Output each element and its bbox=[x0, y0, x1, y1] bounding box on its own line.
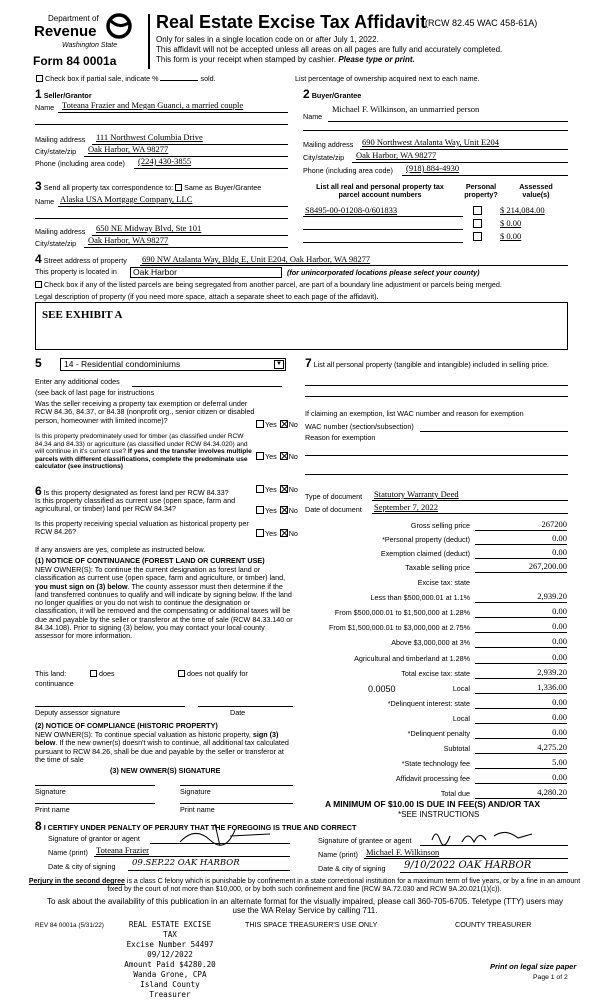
exemption-deduct-value[interactable]: 0.00 bbox=[475, 548, 567, 559]
seller-mail-label: Mailing address bbox=[35, 135, 86, 144]
deputy-signature-label: Deputy assessor signature bbox=[35, 708, 121, 717]
compliance-body-b: sign (3) below bbox=[35, 730, 279, 748]
timber-question bbox=[35, 433, 257, 471]
continuance-body-a: NEW OWNER(S): To continue the current designation as forest land or classification as current use (open space, farm and agriculture, or timber) land, bbox=[35, 565, 286, 583]
current-use-no-label: No bbox=[288, 506, 298, 515]
total-state-label: Total excise tax: state bbox=[401, 669, 470, 678]
section-7-number: 7 bbox=[305, 356, 312, 370]
partial-sale-row bbox=[36, 75, 216, 83]
section-4-number: 4 bbox=[35, 252, 42, 266]
section-8-number: 8 bbox=[35, 819, 42, 833]
wac-line bbox=[420, 431, 568, 432]
tier2-label: From $500,000.01 to $1,500,000 at 1.28% bbox=[334, 608, 470, 617]
stamp-line-6: Island County Treasurer bbox=[140, 980, 200, 999]
historic-no-label: No bbox=[288, 529, 298, 538]
reason-line-1 bbox=[305, 455, 568, 456]
parcel-line-1 bbox=[303, 216, 463, 217]
exemption-no-checkbox[interactable] bbox=[280, 420, 288, 428]
grantor-name-line bbox=[94, 856, 290, 857]
tier4-label: Above $3,000,000 at 3% bbox=[391, 638, 470, 647]
owner-print-line-1[interactable] bbox=[35, 803, 155, 804]
forest-yes-checkbox[interactable] bbox=[256, 485, 264, 493]
excise-state-label: Excise tax: state bbox=[417, 578, 470, 587]
header-line-2: This affidavit will not be accepted unless all areas on all pages are fully and accurately completed. bbox=[156, 45, 503, 54]
seller-phone-label: Phone (including area code) bbox=[35, 159, 125, 168]
revenue-wordmark: Revenue bbox=[34, 23, 97, 40]
continuance-word: continuance bbox=[35, 679, 74, 688]
rev-number: REV 84 0001a (5/31/22) bbox=[35, 922, 104, 929]
segregated-checkbox[interactable] bbox=[35, 281, 42, 288]
owner-print-label-2: Print name bbox=[180, 805, 215, 814]
gross-price-label: Gross selling price bbox=[410, 521, 470, 530]
corr-name-field[interactable]: Alaska USA Mortgage Company, LLC bbox=[60, 194, 193, 204]
section-6-number: 6 bbox=[35, 484, 42, 498]
buyer-city-line bbox=[352, 162, 568, 163]
section-1-number: 1 bbox=[35, 87, 42, 101]
exemption-yes-checkbox[interactable] bbox=[256, 420, 264, 428]
does-checkbox[interactable] bbox=[90, 670, 97, 677]
continuance-body-b: you must sign on (3) below bbox=[35, 581, 128, 591]
local-tax-value[interactable]: 1,336.00 bbox=[475, 683, 567, 694]
treasurer-only-label: THIS SPACE TREASURER'S USE ONLY bbox=[245, 920, 378, 929]
personal-property-label: List all personal property (tangible and intangible) included in selling price. bbox=[313, 360, 550, 369]
forest-yes-label: Yes bbox=[265, 485, 277, 494]
header-divider bbox=[148, 14, 150, 69]
alternate-format-note: To ask about the availability of this publication in an alternate format for the visually impaired, please call 360-705-6705. Teletype (TTY) users may use the WA Relay Service by calling 711. bbox=[46, 897, 564, 916]
partial-sale-blank[interactable] bbox=[160, 80, 198, 81]
tier1-value[interactable]: 2,939.20 bbox=[475, 592, 567, 603]
stamp-line-2: Excise Number 54497 bbox=[126, 940, 214, 949]
grantee-name-label: Name (print) bbox=[318, 850, 358, 859]
parcel-number-1[interactable]: S8495-00-01208-0/601833 bbox=[305, 205, 398, 215]
compliance-body-c: . If the new owner(s) doesn't wish to continue, all additional tax calculated pursuant to RCW 84.26, shall be due and payable by the seller or transferor at the time of sale bbox=[35, 738, 289, 764]
continuance-body-c: . The county assessor must then determine if the land transferred continues to qualify and will indicate by signing below. If the land no longer qualifies or you do not wish to continue the designation or classification, it will be removed and the compensating or additional taxes will be due and payable by the seller or transferor at the time of sale (RCW 84.33.140 or 84.34.108). Prior to signing (3) below, you may contact your local county assessor for more information. bbox=[35, 581, 293, 641]
subtotal-value[interactable]: 4,275.20 bbox=[475, 743, 567, 754]
current-use-yes-checkbox[interactable] bbox=[256, 506, 264, 514]
seller-phone-line bbox=[134, 168, 288, 169]
grantor-signature-mark[interactable] bbox=[175, 822, 275, 848]
gross-price-value[interactable]: 267200 bbox=[475, 520, 567, 531]
tier3-value[interactable]: 0.00 bbox=[475, 622, 567, 633]
additional-codes-label: Enter any additional codes bbox=[35, 377, 120, 386]
does-label: does bbox=[99, 669, 115, 678]
street-label: Street address of property bbox=[43, 256, 127, 265]
grantor-name-field[interactable]: Toteana Frazier bbox=[96, 845, 149, 855]
stamp-line-3: 09/12/2022 bbox=[147, 950, 193, 959]
subtotal-label: Subtotal bbox=[443, 744, 470, 753]
county-treasurer-label: COUNTY TREASURER bbox=[455, 920, 532, 929]
dept-of-label: Department of bbox=[48, 14, 99, 23]
timber-yes-label: Yes bbox=[265, 452, 277, 461]
seller-name-label: Name bbox=[35, 103, 55, 112]
assessed-value-2[interactable]: $ 0.00 bbox=[500, 218, 522, 228]
this-land-label: This land: bbox=[35, 669, 67, 678]
timber-yes-no bbox=[255, 452, 298, 461]
parcel-line-2 bbox=[303, 229, 463, 230]
current-use-yes-label: Yes bbox=[265, 506, 277, 515]
grantor-date-field[interactable]: 09.SEP.22 OAK HARBOR bbox=[132, 858, 240, 868]
buyer-extra-line bbox=[303, 130, 568, 131]
type-print-note: Please type or print. bbox=[338, 55, 415, 64]
corr-mail-field[interactable]: 650 NE Midway Blvd, Ste 101 bbox=[96, 223, 202, 233]
delinquent-local-label: Local bbox=[452, 714, 470, 723]
page-number: Page 1 of 2 bbox=[533, 974, 568, 981]
personal-deduct-value[interactable]: 0.00 bbox=[475, 534, 567, 545]
buyer-city-label: City/state/zip bbox=[303, 153, 345, 162]
buyer-phone-label: Phone (including area code) bbox=[303, 166, 393, 175]
grantor-signature-line bbox=[150, 843, 290, 844]
owner-signature-label-1: Signature bbox=[35, 787, 66, 796]
corr-extra-line bbox=[35, 218, 288, 219]
personal-property-header: Personal property? bbox=[464, 182, 498, 200]
local-tax-label: Local bbox=[452, 684, 470, 693]
agricultural-value[interactable]: 0.00 bbox=[475, 653, 567, 664]
doc-type-field[interactable]: Statutory Warranty Deed bbox=[374, 489, 459, 499]
tier3-label: From $1,500,000.01 to $3,000,000 at 2.75% bbox=[328, 623, 470, 632]
correspondence-label: Send all property tax correspondence to: bbox=[43, 183, 174, 192]
processing-fee-value[interactable]: 0.00 bbox=[475, 773, 567, 784]
revenue-swirl-icon bbox=[106, 12, 132, 40]
form-number: Form 84 0001a bbox=[33, 54, 117, 68]
current-use-question: Is this property classified as current use (open space, farm and agricultural, or timber) land per RCW 84.34? bbox=[35, 496, 236, 514]
perjury-heading: Perjury in the second degree bbox=[28, 878, 125, 885]
delinquent-penalty-label: *Delinquent penalty bbox=[407, 729, 470, 738]
location-select-value: Oak Harbor bbox=[133, 267, 177, 277]
property-use-value: 14 - Residential condominiums bbox=[64, 359, 181, 369]
buyer-name-label: Name bbox=[303, 112, 323, 121]
personal-property-checkbox-2[interactable] bbox=[473, 219, 482, 228]
form-title: Real Estate Excise Tax Affidavit bbox=[156, 12, 427, 32]
personal-property-line-1 bbox=[305, 385, 568, 386]
doc-type-line bbox=[372, 500, 568, 501]
parcel-column-header: List all real and personal property tax parcel account numbers bbox=[316, 182, 444, 200]
legal-desc-label: Legal description of property (if you need more space, attach a separate sheet to each page of the affidavit). bbox=[35, 292, 379, 301]
deputy-date-label: Date bbox=[230, 708, 246, 717]
stamp-line-5: Wanda Grone, CPA bbox=[133, 970, 207, 979]
dropdown-arrow-icon: ▼ bbox=[274, 360, 284, 369]
buyer-mail-field[interactable]: 690 Northwest Atalanta Way, Unit E204 bbox=[362, 137, 499, 147]
street-address-field[interactable]: 690 NW Atalanta Way, Bldg E, Unit E204, Oak Harbor, WA 98277 bbox=[142, 254, 371, 264]
perjury-body: is a class C felony which is punishable by confinement in a state correctional institution for a maximum term of five years, or by a fine in an amount fixed by the court of not more than $10,000, or by both such confinement and fine (RCW 9A.72.030 and RCW 9A.20.021(1)(c)). bbox=[107, 878, 581, 894]
doc-date-label: Date of document bbox=[305, 505, 362, 514]
partial-sale-checkbox[interactable] bbox=[36, 75, 43, 82]
tech-fee-value[interactable]: 5.00 bbox=[475, 758, 567, 769]
assessed-value-1[interactable]: $ 214,084.00 bbox=[500, 205, 545, 215]
exemption-question: Was the seller receiving a property tax exemption or deferral under RCW 84.36, 84.37, or 84.38 (nonprofit org., senior citizen or disabled person, homeowner with limited income)? bbox=[35, 399, 255, 425]
assessed-value-3[interactable]: $ 0.00 bbox=[500, 231, 522, 241]
receipt-note: This form is your receipt when stamped by cashier. bbox=[156, 55, 337, 64]
grantee-date-line bbox=[400, 872, 568, 873]
seller-mail-field[interactable]: 111 Northwest Columbia Drive bbox=[96, 132, 203, 142]
section-7-row bbox=[305, 357, 568, 371]
exemption-deduct-label: Exemption claimed (deduct) bbox=[380, 549, 470, 558]
doc-date-field[interactable]: September 7, 2022 bbox=[374, 502, 438, 512]
stamp-line-1: REAL ESTATE EXCISE TAX bbox=[128, 920, 212, 939]
personal-property-checkbox-3[interactable] bbox=[473, 232, 482, 241]
additional-codes-line bbox=[132, 386, 282, 387]
perjury-notice bbox=[22, 878, 587, 894]
property-use-select[interactable] bbox=[60, 358, 286, 371]
location-note: (for unincorporated locations please select your county) bbox=[287, 268, 480, 277]
seller-name-line bbox=[58, 112, 288, 113]
section-2-number: 2 bbox=[303, 87, 310, 101]
header-line-3 bbox=[156, 55, 415, 64]
timber-no-checkbox[interactable] bbox=[280, 452, 288, 460]
washington-state-label: Washington State bbox=[62, 42, 118, 49]
grantee-date-label: Date & city of signing bbox=[318, 864, 386, 873]
doc-date-line bbox=[372, 513, 568, 514]
wac-label: WAC number (section/subsection) bbox=[305, 422, 414, 431]
seller-city-label: City/state/zip bbox=[35, 147, 77, 156]
owner-print-label-1: Print name bbox=[35, 805, 70, 814]
timber-no-label: No bbox=[288, 452, 298, 461]
codes-note: (see back of last page for instructions bbox=[35, 388, 155, 397]
partial-sale-label: Check box if partial sale, indicate % bbox=[45, 74, 159, 83]
historic-yes-label: Yes bbox=[265, 529, 277, 538]
stamp-line-4: Amount Paid $4280.20 bbox=[124, 960, 216, 969]
new-owner-signature-title: (3) NEW OWNER(S) SIGNATURE bbox=[110, 766, 221, 775]
parcel-line-3 bbox=[303, 242, 463, 243]
corr-city-line bbox=[84, 247, 288, 248]
reason-label: Reason for exemption bbox=[305, 433, 376, 442]
corr-name-line bbox=[58, 206, 288, 207]
exemption-claim-label: If claiming an exemption, list WAC number and reason for exemption bbox=[305, 409, 524, 418]
owner-signature-line-2[interactable] bbox=[180, 785, 293, 786]
deputy-signature-line[interactable] bbox=[35, 706, 185, 707]
buyer-heading-label: Buyer/Grantee bbox=[311, 91, 362, 100]
forest-no-checkbox[interactable] bbox=[280, 485, 288, 493]
street-row bbox=[35, 253, 127, 267]
location-select[interactable] bbox=[130, 267, 282, 278]
seller-extra-line bbox=[35, 124, 288, 125]
doc-type-label: Type of document bbox=[305, 492, 363, 501]
compliance-body bbox=[35, 731, 293, 764]
timber-question-text: Is this property predominately used for timber (as classified under RCW 84.34 and 84.33) or agriculture (as classified under RCW 84.34.020) and will continue in it's current use? bbox=[35, 433, 248, 456]
timber-calculator-note: If yes and the transfer involves multiple parcels with different classifications, complete the predominate use calculator (see instructions) bbox=[35, 448, 252, 471]
partial-sold-label: sold. bbox=[200, 74, 216, 83]
owner-signature-line-1[interactable] bbox=[35, 785, 155, 786]
personal-property-checkbox-1[interactable] bbox=[473, 206, 482, 215]
personal-deduct-label: *Personal property (deduct) bbox=[382, 535, 470, 544]
see-instructions: *SEE INSTRUCTIONS bbox=[398, 810, 480, 819]
grantor-signature-label: Signature of grantor or agent bbox=[48, 834, 140, 843]
compliance-title: (2) NOTICE OF COMPLIANCE (HISTORIC PROPERTY) bbox=[35, 721, 218, 730]
section-5-number: 5 bbox=[35, 356, 42, 370]
buyer-heading bbox=[303, 88, 361, 102]
grantor-name-label: Name (print) bbox=[48, 848, 88, 857]
tier1-label: Less than $500,000.01 at 1.1% bbox=[370, 593, 470, 602]
taxable-price-value[interactable]: 267,200.00 bbox=[475, 562, 567, 573]
does-option bbox=[90, 670, 115, 678]
forest-no-label: No bbox=[288, 485, 298, 494]
does-not-option bbox=[178, 670, 248, 678]
grantee-name-field[interactable]: Michael F. Wilkinson bbox=[366, 847, 440, 857]
corr-name-label: Name bbox=[35, 197, 55, 206]
corr-mail-label: Mailing address bbox=[35, 227, 86, 236]
delinquent-penalty-value[interactable]: 0.00 bbox=[475, 728, 567, 739]
tier4-value[interactable]: 0.00 bbox=[475, 637, 567, 648]
buyer-mail-label: Mailing address bbox=[303, 140, 354, 149]
current-use-no-checkbox[interactable] bbox=[280, 506, 288, 514]
same-as-buyer-checkbox[interactable] bbox=[175, 184, 182, 191]
delinquent-interest-value[interactable]: 0.00 bbox=[475, 698, 567, 709]
treasurer-stamp bbox=[120, 920, 220, 1000]
certify-heading-text: I CERTIFY UNDER PENALTY OF PERJURY THAT THE FOREGOING IS TRUE AND CORRECT bbox=[43, 823, 357, 832]
personal-property-line-2 bbox=[305, 396, 568, 397]
forest-yes-no bbox=[255, 485, 298, 494]
rcw-reference: (RCW 82.45 WAC 458-61A) bbox=[425, 18, 538, 28]
legal-size-note: Print on legal size paper bbox=[490, 962, 577, 971]
exemption-yes-no bbox=[255, 420, 298, 429]
segregated-row bbox=[35, 281, 502, 289]
local-rate: 0.0050 bbox=[368, 684, 396, 694]
historic-question: Is this property receiving special valuation as historical property per RCW 84.26? bbox=[35, 519, 249, 537]
reason-line-2 bbox=[305, 474, 568, 475]
grantee-name-line bbox=[364, 858, 568, 859]
section-3-number: 3 bbox=[35, 179, 42, 193]
seller-city-field[interactable]: Oak Harbor, WA 98277 bbox=[88, 144, 169, 154]
answers-note: If any answers are yes, complete as instructed below. bbox=[35, 545, 206, 554]
tier2-value[interactable]: 0.00 bbox=[475, 607, 567, 618]
grantor-date-line bbox=[128, 870, 290, 871]
corr-city-field[interactable]: Oak Harbor, WA 98277 bbox=[88, 235, 169, 245]
legal-description-box[interactable] bbox=[35, 302, 568, 350]
processing-fee-label: Affidavit processing fee bbox=[395, 774, 470, 783]
total-due-label: Total due bbox=[440, 789, 470, 798]
deputy-date-line[interactable] bbox=[198, 706, 293, 707]
grantor-date-label: Date & city of signing bbox=[48, 862, 116, 871]
tech-fee-label: *State technology fee bbox=[401, 759, 470, 768]
seller-heading-label: Seller/Grantor bbox=[43, 91, 92, 100]
grantee-signature-line bbox=[420, 845, 568, 846]
forest-question-text: Is this property designated as forest land per RCW 84.33? bbox=[43, 488, 229, 497]
grantee-date-field[interactable]: 9/10/2022 OAK HARBOR bbox=[404, 860, 532, 871]
corr-city-label: City/state/zip bbox=[35, 239, 77, 248]
does-not-label: does not qualify for bbox=[187, 669, 248, 678]
buyer-name-field[interactable]: Michael F. Wilkinson, an unmarried person bbox=[332, 104, 480, 114]
total-due-value[interactable]: 4,280.20 bbox=[475, 788, 567, 799]
minimum-fee-notice: A MINIMUM OF $10.00 IS DUE IN FEE(S) AND/OR TAX bbox=[325, 799, 541, 809]
correspondence-heading bbox=[35, 180, 261, 194]
current-use-yes-no bbox=[255, 506, 298, 515]
legal-description-value: SEE EXHIBIT A bbox=[42, 309, 123, 321]
grantee-signature-label: Signature of grantee or agent bbox=[318, 836, 412, 845]
exemption-yes-label: Yes bbox=[265, 420, 277, 429]
timber-yes-checkbox[interactable] bbox=[256, 452, 264, 460]
street-line bbox=[140, 265, 568, 266]
seller-phone-field[interactable]: (224) 430-3855 bbox=[138, 156, 192, 166]
buyer-phone-field[interactable]: (918) 884-4930 bbox=[406, 163, 460, 173]
ownership-note: List percentage of ownership acquired next to each name. bbox=[295, 74, 480, 83]
compliance-body-a: NEW OWNER(S): To continue special valuation as historic property, bbox=[35, 730, 253, 739]
total-state-value[interactable]: 2,939.20 bbox=[475, 668, 567, 679]
same-as-buyer-label: Same as Buyer/Grantee bbox=[184, 183, 262, 192]
continuance-title: (1) NOTICE OF CONTINUANCE (FOREST LAND OR CURRENT USE) bbox=[35, 556, 265, 565]
located-in-label: This property is located in bbox=[35, 267, 117, 276]
taxable-price-label: Taxable selling price bbox=[405, 563, 470, 572]
owner-print-line-2[interactable] bbox=[180, 803, 293, 804]
header-line-1: Only for sales in a single location code on or after July 1, 2022. bbox=[156, 35, 379, 44]
buyer-name-line bbox=[328, 121, 568, 122]
does-not-checkbox[interactable] bbox=[178, 670, 185, 677]
dor-logo bbox=[32, 12, 144, 57]
segregated-label: Check box if any of the listed parcels are being segregated from another parcel, are part of a boundary line adjustment or parcels being merged. bbox=[44, 280, 502, 289]
delinquent-local-value[interactable]: 0.00 bbox=[475, 713, 567, 724]
seller-name-field[interactable]: Toteana Frazier and Megan Guanci, a married couple bbox=[62, 100, 244, 110]
agricultural-label: Agricultural and timberland at 1.28% bbox=[354, 654, 470, 663]
assessed-value-header: Assessed value(s) bbox=[519, 182, 553, 200]
buyer-city-field[interactable]: Oak Harbor, WA 98277 bbox=[356, 150, 437, 160]
buyer-phone-line bbox=[402, 175, 568, 176]
historic-yes-checkbox[interactable] bbox=[256, 529, 264, 537]
continuance-body bbox=[35, 566, 293, 641]
delinquent-interest-label: *Delinquent interest: state bbox=[387, 699, 470, 708]
owner-signature-label-2: Signature bbox=[180, 787, 211, 796]
exemption-no-label: No bbox=[288, 420, 298, 429]
